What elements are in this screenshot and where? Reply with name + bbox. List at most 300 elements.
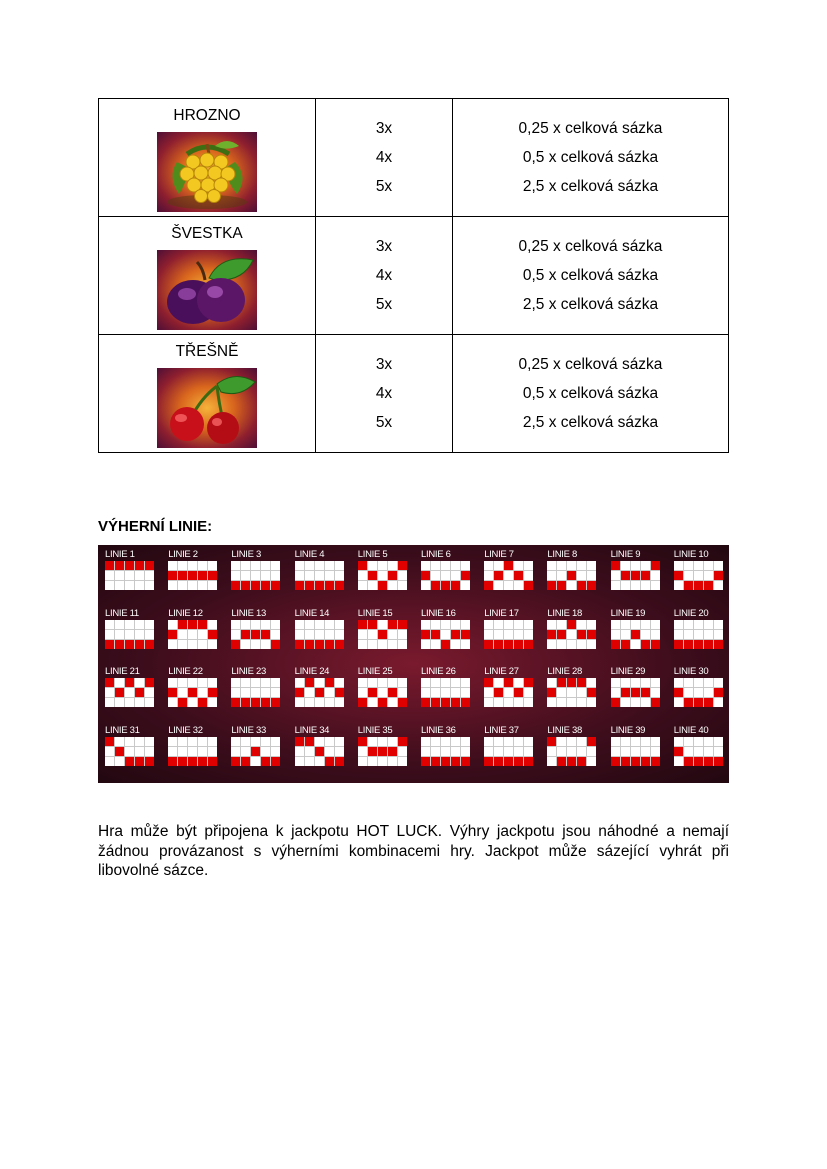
payout: 0,25 x celková sázka bbox=[518, 120, 663, 137]
payline-grid-cell bbox=[125, 640, 134, 649]
payline-grid-cell bbox=[674, 688, 683, 697]
payline-grid-cell bbox=[261, 561, 270, 570]
payline-grid-cell bbox=[694, 747, 703, 756]
payline-grid bbox=[105, 561, 154, 590]
payline-grid-cell bbox=[451, 678, 460, 687]
multiplier: 3x bbox=[375, 120, 393, 137]
payline-grid-cell bbox=[325, 571, 334, 580]
payline-grid-cell bbox=[125, 757, 134, 766]
payline-label: LINIE 10 bbox=[673, 549, 709, 560]
payline-grid-cell bbox=[674, 737, 683, 746]
payline-grid-cell bbox=[145, 678, 154, 687]
payline-grid-cell bbox=[421, 630, 430, 639]
payline-grid-cell bbox=[674, 640, 683, 649]
payline-grid-cell bbox=[188, 737, 197, 746]
payline-grid-cell bbox=[115, 571, 124, 580]
payline-grid bbox=[674, 620, 723, 649]
payline-grid-cell bbox=[504, 688, 513, 697]
payline-grid-cell bbox=[631, 630, 640, 639]
payline-grid-cell bbox=[135, 620, 144, 629]
payline-label: LINIE 8 bbox=[547, 549, 577, 560]
payline-grid-cell bbox=[295, 630, 304, 639]
payline-grid-cell bbox=[241, 581, 250, 590]
payline-grid-cell bbox=[504, 630, 513, 639]
payline-grid-cell bbox=[325, 630, 334, 639]
payline-grid-cell bbox=[145, 757, 154, 766]
payline-grid-cell bbox=[651, 571, 660, 580]
payout-cell bbox=[453, 99, 729, 217]
payline-grid-cell bbox=[547, 698, 556, 707]
payout: 2,5 x celková sázka bbox=[522, 296, 659, 313]
payline-grid-cell bbox=[325, 678, 334, 687]
payline-25 bbox=[356, 663, 408, 719]
multiplier: 4x bbox=[375, 267, 393, 284]
payline-grid-cell bbox=[441, 630, 450, 639]
payline-grid-cell bbox=[631, 688, 640, 697]
payline-24 bbox=[293, 663, 345, 719]
payline-grid-cell bbox=[335, 581, 344, 590]
payline-grid-cell bbox=[335, 640, 344, 649]
payline-grid-cell bbox=[358, 757, 367, 766]
payline-grid-cell bbox=[188, 571, 197, 580]
payline-grid-cell bbox=[694, 571, 703, 580]
payline-grid-cell bbox=[494, 640, 503, 649]
payline-18 bbox=[545, 605, 597, 661]
payline-grid-cell bbox=[241, 757, 250, 766]
payline-grid-cell bbox=[198, 737, 207, 746]
payline-grid-cell bbox=[714, 757, 723, 766]
payline-grid-cell bbox=[431, 737, 440, 746]
payline-grid-cell bbox=[178, 630, 187, 639]
payout: 0,25 x celková sázka bbox=[518, 356, 663, 373]
payline-grid-cell bbox=[714, 688, 723, 697]
payline-grid-cell bbox=[388, 630, 397, 639]
payline-grid-cell bbox=[208, 620, 217, 629]
payline-grid-cell bbox=[684, 688, 693, 697]
payline-7 bbox=[482, 546, 534, 602]
payline-grid-cell bbox=[305, 581, 314, 590]
payline-grid-cell bbox=[251, 737, 260, 746]
multiplier: 3x bbox=[375, 238, 393, 255]
payline-grid-cell bbox=[398, 678, 407, 687]
payline-grid-cell bbox=[368, 747, 377, 756]
payline-grid bbox=[611, 620, 660, 649]
payline-grid-cell bbox=[587, 688, 596, 697]
payline-grid-cell bbox=[514, 698, 523, 707]
payline-grid-cell bbox=[567, 737, 576, 746]
payline-grid-cell bbox=[557, 561, 566, 570]
payline-grid-cell bbox=[567, 620, 576, 629]
payline-grid-cell bbox=[587, 630, 596, 639]
payline-grid-cell bbox=[494, 737, 503, 746]
payline-grid-cell bbox=[494, 561, 503, 570]
payline-grid-cell bbox=[315, 678, 324, 687]
payline-grid-cell bbox=[484, 620, 493, 629]
payline-grid-cell bbox=[208, 688, 217, 697]
payline-grid bbox=[231, 678, 280, 707]
payline-grid-cell bbox=[421, 571, 430, 580]
payline-16 bbox=[419, 605, 471, 661]
payline-grid-cell bbox=[208, 630, 217, 639]
payline-grid-cell bbox=[431, 561, 440, 570]
payline-grid-cell bbox=[557, 737, 566, 746]
payline-grid-cell bbox=[567, 640, 576, 649]
payline-14 bbox=[293, 605, 345, 661]
payline-grid bbox=[421, 561, 470, 590]
payline-grid-cell bbox=[641, 757, 650, 766]
payline-grid-cell bbox=[261, 747, 270, 756]
payline-grid-cell bbox=[504, 737, 513, 746]
payline-grid-cell bbox=[105, 678, 114, 687]
payline-grid-cell bbox=[271, 640, 280, 649]
payline-grid-cell bbox=[388, 737, 397, 746]
payline-grid-cell bbox=[641, 620, 650, 629]
payline-grid-cell bbox=[388, 571, 397, 580]
payout: 0,5 x celková sázka bbox=[522, 149, 659, 166]
payline-grid-cell bbox=[378, 737, 387, 746]
payline-3 bbox=[229, 546, 281, 602]
payline-grid-cell bbox=[261, 640, 270, 649]
payline-grid-cell bbox=[421, 747, 430, 756]
payline-grid-cell bbox=[651, 747, 660, 756]
payline-grid-cell bbox=[421, 678, 430, 687]
payline-grid-cell bbox=[178, 581, 187, 590]
payline-grid-cell bbox=[577, 630, 586, 639]
payline-grid-cell bbox=[651, 640, 660, 649]
payline-grid-cell bbox=[651, 678, 660, 687]
payline-grid-cell bbox=[451, 571, 460, 580]
payline-grid bbox=[231, 737, 280, 766]
payline-grid bbox=[674, 561, 723, 590]
payline-grid-cell bbox=[145, 737, 154, 746]
payline-grid-cell bbox=[358, 698, 367, 707]
payline-grid-cell bbox=[251, 640, 260, 649]
payline-grid-cell bbox=[461, 640, 470, 649]
payline-grid-cell bbox=[305, 747, 314, 756]
payline-grid-cell bbox=[451, 561, 460, 570]
payline-22 bbox=[166, 663, 218, 719]
payline-grid-cell bbox=[504, 757, 513, 766]
payline-grid-cell bbox=[335, 688, 344, 697]
payline-grid-cell bbox=[421, 698, 430, 707]
payline-grid-cell bbox=[358, 561, 367, 570]
payline-grid-cell bbox=[441, 581, 450, 590]
payline-grid-cell bbox=[315, 747, 324, 756]
payline-label: LINIE 21 bbox=[105, 666, 140, 677]
payline-grid-cell bbox=[514, 581, 523, 590]
payline-grid-cell bbox=[115, 737, 124, 746]
payline-grid-cell bbox=[494, 581, 503, 590]
payline-grid-cell bbox=[295, 698, 304, 707]
payline-grid-cell bbox=[315, 630, 324, 639]
payline-grid-cell bbox=[547, 571, 556, 580]
payline-grid-cell bbox=[198, 571, 207, 580]
multiplier: 5x bbox=[375, 414, 393, 431]
payline-grid-cell bbox=[378, 698, 387, 707]
payline-grid bbox=[105, 678, 154, 707]
payline-label: LINIE 36 bbox=[421, 724, 456, 736]
payline-grid-cell bbox=[631, 698, 640, 707]
payline-grid-cell bbox=[315, 571, 324, 580]
payline-grid-cell bbox=[188, 678, 197, 687]
payline-grid bbox=[674, 678, 723, 707]
payline-grid-cell bbox=[271, 747, 280, 756]
payline-grid-cell bbox=[621, 688, 630, 697]
payline-grid-cell bbox=[368, 620, 377, 629]
payline-grid-cell bbox=[557, 620, 566, 629]
payline-grid-cell bbox=[398, 688, 407, 697]
payline-grid-cell bbox=[378, 581, 387, 590]
payline-grid-cell bbox=[241, 747, 250, 756]
payline-grid-cell bbox=[335, 757, 344, 766]
payline-grid-cell bbox=[684, 620, 693, 629]
payline-grid-cell bbox=[694, 678, 703, 687]
payline-grid-cell bbox=[325, 757, 334, 766]
payline-grid-cell bbox=[135, 640, 144, 649]
payline-grid bbox=[231, 561, 280, 590]
payline-grid-cell bbox=[461, 561, 470, 570]
payline-grid-cell bbox=[514, 678, 523, 687]
payline-grid-cell bbox=[431, 747, 440, 756]
payline-grid-cell bbox=[484, 581, 493, 590]
payline-grid-cell bbox=[514, 571, 523, 580]
payline-grid-cell bbox=[714, 571, 723, 580]
payline-grid-cell bbox=[261, 581, 270, 590]
payline-grid-cell bbox=[577, 640, 586, 649]
payline-grid bbox=[358, 737, 407, 766]
payline-grid-cell bbox=[368, 688, 377, 697]
payline-grid-cell bbox=[611, 630, 620, 639]
payline-grid-cell bbox=[714, 737, 723, 746]
payline-grid-cell bbox=[125, 747, 134, 756]
payline-grid-cell bbox=[451, 620, 460, 629]
payline-grid-cell bbox=[231, 581, 240, 590]
payline-label: LINIE 22 bbox=[168, 666, 203, 677]
payline-grid-cell bbox=[125, 737, 134, 746]
payline-29 bbox=[609, 663, 661, 719]
payline-grid-cell bbox=[514, 688, 523, 697]
payline-grid-cell bbox=[168, 688, 177, 697]
payline-grid-cell bbox=[557, 698, 566, 707]
payline-grid-cell bbox=[378, 640, 387, 649]
payline-grid-cell bbox=[431, 571, 440, 580]
payline-grid-cell bbox=[178, 678, 187, 687]
payline-grid-cell bbox=[567, 688, 576, 697]
payline-grid-cell bbox=[231, 698, 240, 707]
payline-grid-cell bbox=[684, 581, 693, 590]
payline-grid-cell bbox=[704, 747, 713, 756]
payline-label: LINIE 30 bbox=[673, 666, 709, 677]
payline-grid-cell bbox=[441, 737, 450, 746]
payline-grid bbox=[674, 737, 723, 766]
payline-grid-cell bbox=[641, 747, 650, 756]
payline-grid-cell bbox=[378, 747, 387, 756]
payline-grid-cell bbox=[188, 620, 197, 629]
payline-grid-cell bbox=[305, 640, 314, 649]
payline-grid-cell bbox=[524, 747, 533, 756]
payline-grid-cell bbox=[684, 640, 693, 649]
payline-grid-cell bbox=[651, 581, 660, 590]
payline-grid-cell bbox=[241, 640, 250, 649]
payline-grid-cell bbox=[115, 678, 124, 687]
payline-grid-cell bbox=[641, 698, 650, 707]
payline-grid-cell bbox=[358, 747, 367, 756]
payline-grid-cell bbox=[358, 620, 367, 629]
payline-grid-cell bbox=[271, 678, 280, 687]
payline-grid-cell bbox=[178, 737, 187, 746]
payline-grid-cell bbox=[188, 698, 197, 707]
payline-1 bbox=[103, 546, 155, 602]
payline-33 bbox=[229, 722, 281, 778]
payline-2 bbox=[166, 546, 218, 602]
payline-grid-cell bbox=[704, 757, 713, 766]
paytable bbox=[98, 98, 729, 453]
payline-grid-cell bbox=[188, 561, 197, 570]
multiplier-cell bbox=[316, 217, 453, 335]
payline-grid-cell bbox=[305, 737, 314, 746]
payline-grid-cell bbox=[115, 640, 124, 649]
payline-grid-cell bbox=[631, 678, 640, 687]
payline-grid-cell bbox=[461, 698, 470, 707]
payline-grid-cell bbox=[421, 688, 430, 697]
paytable-row bbox=[99, 217, 729, 335]
payline-grid-cell bbox=[105, 737, 114, 746]
payline-grid-cell bbox=[135, 581, 144, 590]
payline-grid-cell bbox=[388, 747, 397, 756]
payline-grid-cell bbox=[631, 640, 640, 649]
payline-grid-cell bbox=[611, 688, 620, 697]
payline-grid-cell bbox=[631, 747, 640, 756]
payline-grid-cell bbox=[621, 757, 630, 766]
payline-grid-cell bbox=[694, 620, 703, 629]
payline-grid bbox=[484, 620, 533, 649]
payline-grid-cell bbox=[178, 698, 187, 707]
payline-grid bbox=[547, 620, 596, 649]
payline-grid-cell bbox=[547, 678, 556, 687]
payline-grid-cell bbox=[714, 747, 723, 756]
payline-27 bbox=[482, 663, 534, 719]
payline-grid-cell bbox=[388, 640, 397, 649]
payline-label: LINIE 37 bbox=[484, 724, 519, 736]
payline-grid-cell bbox=[641, 737, 650, 746]
payline-grid-cell bbox=[315, 561, 324, 570]
payline-grid-cell bbox=[105, 688, 114, 697]
payline-label: LINIE 15 bbox=[357, 607, 393, 619]
payline-grid-cell bbox=[398, 640, 407, 649]
payline-grid-cell bbox=[115, 757, 124, 766]
payline-grid-cell bbox=[398, 630, 407, 639]
payline-grid-cell bbox=[208, 757, 217, 766]
payline-grid-cell bbox=[115, 561, 124, 570]
payline-grid-cell bbox=[631, 561, 640, 570]
payline-grid-cell bbox=[168, 571, 177, 580]
payline-grid-cell bbox=[315, 698, 324, 707]
multiplier-cell bbox=[316, 99, 453, 217]
payline-grid-cell bbox=[188, 757, 197, 766]
payline-grid-cell bbox=[125, 620, 134, 629]
payline-30 bbox=[672, 663, 724, 719]
payline-label: LINIE 34 bbox=[294, 724, 330, 736]
payline-grid-cell bbox=[335, 747, 344, 756]
payline-grid-cell bbox=[135, 571, 144, 580]
payout-cell bbox=[453, 335, 729, 453]
payline-grid-cell bbox=[125, 698, 134, 707]
payline-grid-cell bbox=[451, 688, 460, 697]
payline-grid bbox=[105, 620, 154, 649]
payline-grid-cell bbox=[251, 581, 260, 590]
payline-grid-cell bbox=[208, 571, 217, 580]
payline-37 bbox=[482, 722, 534, 778]
payline-grid-cell bbox=[135, 757, 144, 766]
payline-label: LINIE 19 bbox=[610, 607, 646, 619]
payline-grid-cell bbox=[208, 698, 217, 707]
payline-grid-cell bbox=[398, 747, 407, 756]
payline-8 bbox=[545, 546, 597, 602]
payline-9 bbox=[609, 546, 661, 602]
payline-grid-cell bbox=[388, 678, 397, 687]
payline-grid-cell bbox=[451, 581, 460, 590]
payline-grid-cell bbox=[398, 757, 407, 766]
payline-grid-cell bbox=[567, 678, 576, 687]
payline-grid-cell bbox=[461, 630, 470, 639]
payline-grid-cell bbox=[557, 571, 566, 580]
payline-39 bbox=[609, 722, 661, 778]
payline-grid-cell bbox=[611, 571, 620, 580]
payline-grid-cell bbox=[714, 561, 723, 570]
payline-grid-cell bbox=[305, 688, 314, 697]
payline-grid-cell bbox=[694, 640, 703, 649]
payline-grid bbox=[547, 737, 596, 766]
payline-grid-cell bbox=[547, 737, 556, 746]
payline-grid-cell bbox=[714, 678, 723, 687]
payline-grid-cell bbox=[388, 757, 397, 766]
payline-grid-cell bbox=[178, 688, 187, 697]
payline-grid-cell bbox=[641, 688, 650, 697]
payline-label: LINIE 25 bbox=[357, 666, 393, 677]
payline-grid-cell bbox=[557, 747, 566, 756]
payline-grid-cell bbox=[451, 640, 460, 649]
payline-label: LINIE 6 bbox=[421, 549, 451, 560]
payline-grid-cell bbox=[398, 581, 407, 590]
payline-grid-cell bbox=[441, 688, 450, 697]
payline-grid-cell bbox=[168, 620, 177, 629]
payline-grid-cell bbox=[611, 640, 620, 649]
payline-grid bbox=[611, 561, 660, 590]
payline-grid-cell bbox=[451, 747, 460, 756]
payline-grid-cell bbox=[398, 620, 407, 629]
payline-grid-cell bbox=[547, 581, 556, 590]
payline-grid-cell bbox=[231, 640, 240, 649]
payline-grid-cell bbox=[368, 640, 377, 649]
payline-grid-cell bbox=[261, 757, 270, 766]
payline-grid-cell bbox=[145, 581, 154, 590]
payline-grid-cell bbox=[714, 698, 723, 707]
payline-grid-cell bbox=[251, 571, 260, 580]
payline-grid-cell bbox=[305, 630, 314, 639]
payline-grid-cell bbox=[504, 561, 513, 570]
payline-grid-cell bbox=[145, 698, 154, 707]
payline-grid bbox=[421, 620, 470, 649]
payline-grid-cell bbox=[641, 581, 650, 590]
payline-label: LINIE 4 bbox=[294, 549, 325, 560]
payline-grid-cell bbox=[494, 698, 503, 707]
payline-grid-cell bbox=[557, 688, 566, 697]
payline-grid-cell bbox=[388, 688, 397, 697]
payline-grid-cell bbox=[514, 640, 523, 649]
payline-grid-cell bbox=[231, 620, 240, 629]
payline-grid bbox=[547, 678, 596, 707]
payline-grid-cell bbox=[641, 561, 650, 570]
